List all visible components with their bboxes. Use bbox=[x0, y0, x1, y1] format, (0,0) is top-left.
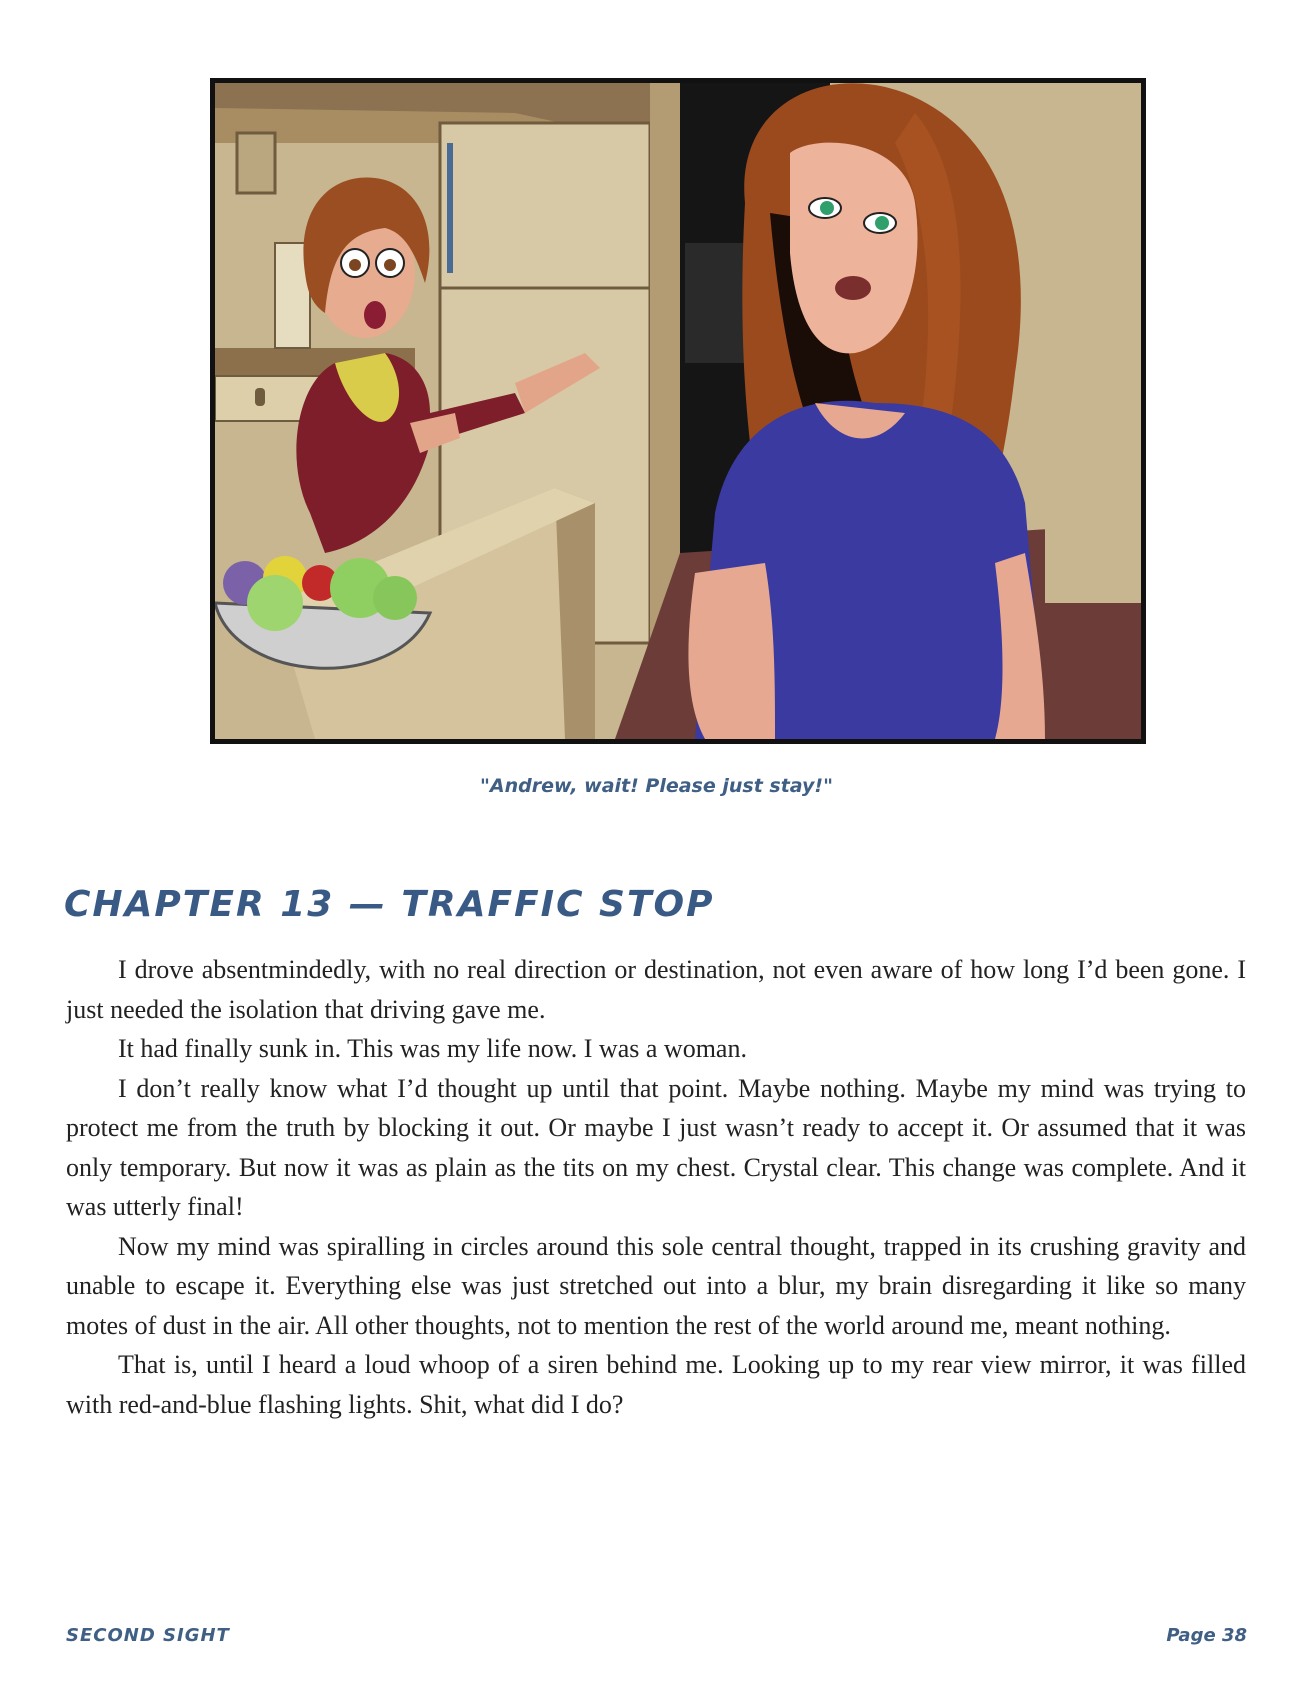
comic-kitchen-illustration bbox=[215, 83, 1141, 739]
illustration-caption: "Andrew, wait! Please just stay!" bbox=[480, 775, 833, 797]
footer-book-title: SECOND SIGHT bbox=[66, 1625, 230, 1646]
paragraph: I don’t really know what I’d thought up until that point. Maybe nothing. Maybe my mind was trying to protect me from the truth by blocking it out. Or maybe I just wasn’t ready to accept it. Or assumed that it was only temporary. But now it was as plain as the tits on my chest. Crystal clear. This change was complete. And it was utterly final! bbox=[66, 1073, 1246, 1221]
paragraph: I drove absentmindedly, with no real direction or destination, not even aware of how long I’d been gone. I just needed the isolation that driving gave me. bbox=[66, 955, 1246, 1024]
chapter-title: CHAPTER 13 — TRAFFIC STOP bbox=[64, 884, 715, 925]
paragraph: That is, until I heard a loud whoop of a siren behind me. Looking up to my rear view mirror, it was filled with red-and-blue flashing lights. Shit, what did I do? bbox=[66, 1350, 1246, 1419]
chapter-body bbox=[66, 950, 1246, 1424]
paragraph: Now my mind was spiralling in circles around this sole central thought, trapped in its crushing gravity and unable to escape it. Everything else was just stretched out into a blur, my brain disregarding it like so many motes of dust in the air. All other thoughts, not to mention the rest of the world around me, meant nothing. bbox=[66, 1231, 1246, 1340]
footer-page-number: Page 38 bbox=[1166, 1625, 1247, 1646]
comic-illustration bbox=[210, 78, 1146, 744]
paragraph: It had finally sunk in. This was my life now. I was a woman. bbox=[118, 1034, 747, 1063]
